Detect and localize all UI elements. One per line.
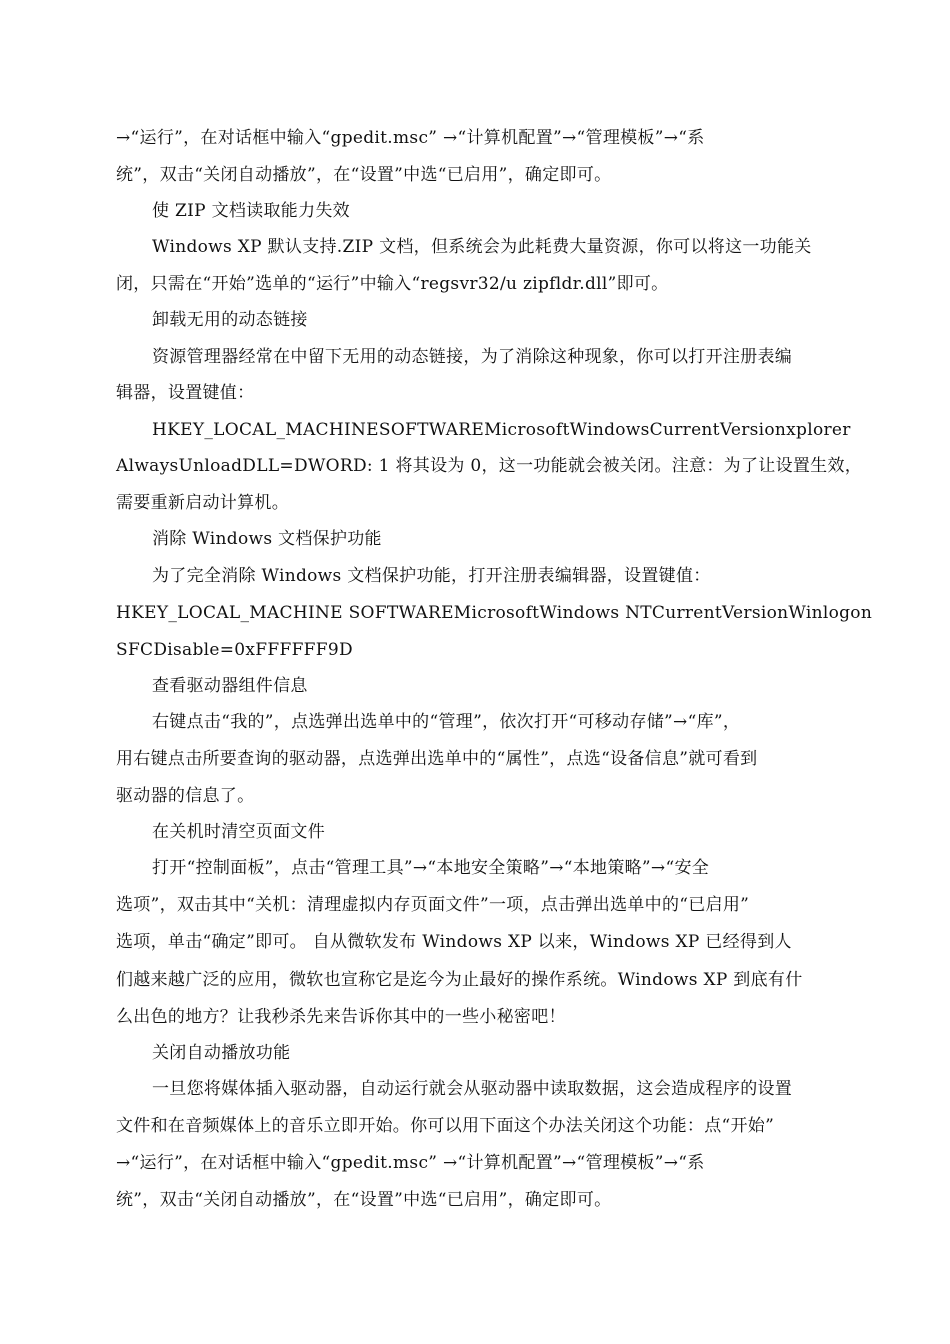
text-line: 文件和在音频媒体上的音乐立即开始。你可以用下面这个办法关闭这个功能：点“开始” bbox=[116, 1116, 775, 1136]
section-heading: 使 ZIP 文档读取能力失效 bbox=[152, 201, 350, 221]
registry-value: SFCDisable=0xFFFFFF9D bbox=[116, 640, 353, 660]
text-line: 为了完全消除 Windows 文档保护功能，打开注册表编辑器，设置键值： bbox=[152, 566, 711, 586]
text-line: →“运行”，在对话框中输入“gpedit.msc” →“计算机配置”→“管理模板”→“系 bbox=[116, 128, 705, 148]
text-line: 辑器，设置键值： bbox=[116, 383, 255, 403]
text-line: 用右键点击所要查询的驱动器，点选弹出选单中的“属性”，点选“设备信息”就可看到 bbox=[116, 749, 758, 769]
text-line: 一旦您将媒体插入驱动器，自动运行就会从驱动器中读取数据，这会造成程序的设置 bbox=[152, 1079, 793, 1099]
text-line: →“运行”，在对话框中输入“gpedit.msc” →“计算机配置”→“管理模板”→“系 bbox=[116, 1153, 705, 1173]
text-line: Windows XP 默认支持.ZIP 文档，但系统会为此耗费大量资源，你可以将这一功能关 bbox=[152, 237, 812, 257]
text-line: 需要重新启动计算机。 bbox=[116, 493, 289, 513]
registry-key: HKEY_LOCAL_MACHINESOFTWAREMicrosoftWindowsCurrentVersionxplorer bbox=[152, 420, 851, 440]
text-line: 们越来越广泛的应用，微软也宣称它是迄今为止最好的操作系统。Windows XP 到底有什 bbox=[116, 970, 803, 990]
text-line: 打开“控制面板”，点击“管理工具”→“本地安全策略”→“本地策略”→“安全 bbox=[152, 858, 710, 878]
text-line: 么出色的地方？让我秒杀先来告诉你其中的一些小秘密吧！ bbox=[116, 1007, 566, 1027]
section-heading: 查看驱动器组件信息 bbox=[152, 676, 308, 696]
section-heading: 卸载无用的动态链接 bbox=[152, 310, 308, 330]
text-line: 统”，双击“关闭自动播放”，在“设置”中选“已启用”，确定即可。 bbox=[116, 165, 612, 185]
text-line: 选项，单击“确定”即可。 自从微软发布 Windows XP 以来，Windows XP 已经得到人 bbox=[116, 932, 792, 952]
text-line: AlwaysUnloadDLL=DWORD: 1 将其设为 0，这一功能就会被关闭。注意：为了让设置生效， bbox=[116, 456, 863, 476]
text-line: 右键点击“我的”，点选弹出选单中的“管理”，依次打开“可移动存储”→“库”， bbox=[152, 712, 741, 732]
text-line: 选项”，双击其中“关机：清理虚拟内存页面文件”一项，点击弹出选单中的“已启用” bbox=[116, 895, 750, 915]
text-line: 资源管理器经常在中留下无用的动态链接，为了消除这种现象，你可以打开注册表编 bbox=[152, 347, 793, 367]
section-heading: 消除 Windows 文档保护功能 bbox=[152, 529, 382, 549]
text-line: 统”，双击“关闭自动播放”，在“设置”中选“已启用”，确定即可。 bbox=[116, 1190, 612, 1210]
registry-key: HKEY_LOCAL_MACHINE SOFTWAREMicrosoftWindows NTCurrentVersionWinlogon bbox=[116, 603, 873, 623]
section-heading: 关闭自动播放功能 bbox=[152, 1043, 291, 1063]
text-line: 驱动器的信息了。 bbox=[116, 786, 255, 806]
text-line: 闭，只需在“开始”选单的“运行”中输入“regsvr32/u zipfldr.dll”即可。 bbox=[116, 274, 669, 294]
section-heading: 在关机时清空页面文件 bbox=[152, 822, 325, 842]
